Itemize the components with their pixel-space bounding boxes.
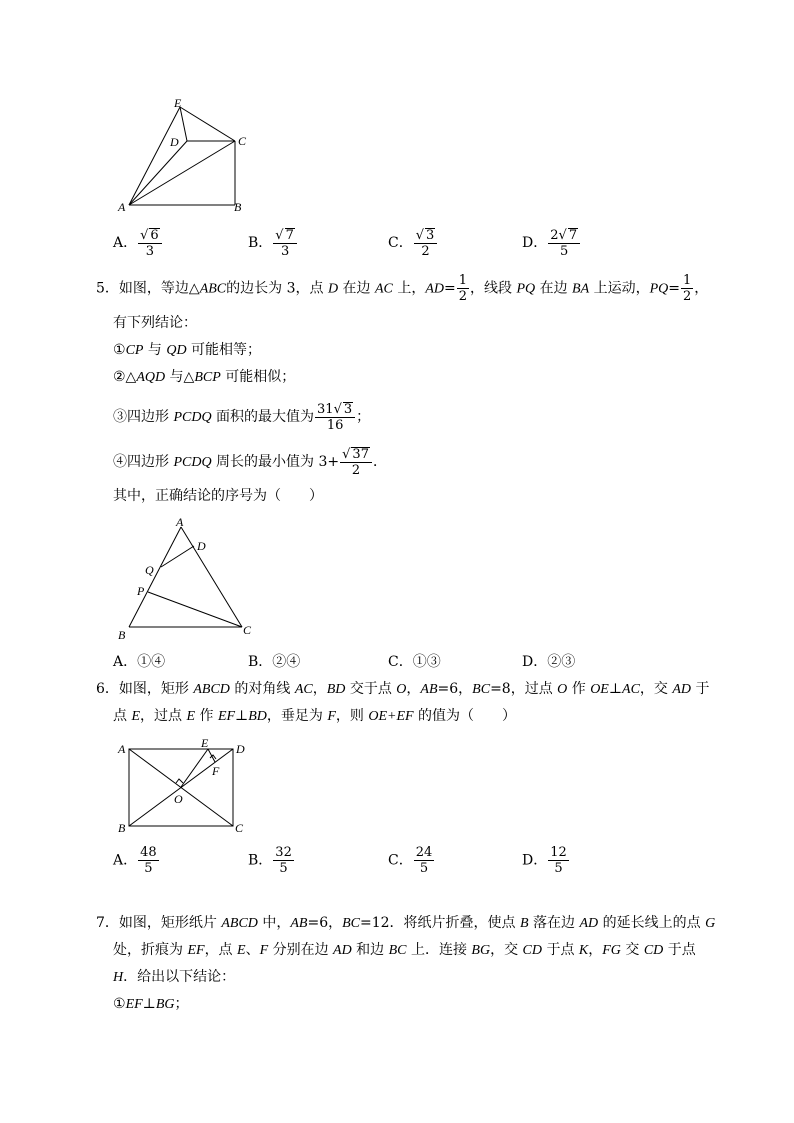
q7-stem-line3: H．给出以下结论：: [113, 969, 236, 985]
q6-label-o: O: [174, 792, 183, 806]
q4-label-a: A: [118, 200, 126, 214]
q6-label-e: E: [201, 736, 209, 750]
q5-label-q: Q: [145, 563, 154, 577]
q6-option-b[interactable]: B． $\frac{32}{5}$: [248, 845, 292, 876]
q4-label-d: D: [170, 135, 179, 149]
q4-label-e: E: [174, 96, 182, 110]
q6-label-b: B: [118, 821, 126, 835]
q4-option-d[interactable]: D． $\frac{2√ 7}{5}$: [522, 228, 581, 258]
q6-option-d[interactable]: D． $\frac{12}{5}$: [522, 845, 567, 876]
q4-option-c[interactable]: C． $\frac{√ 3}{2}$: [388, 228, 438, 258]
q4-option-b[interactable]: B． $\frac{√ 7}{3}$: [248, 228, 298, 258]
q4-label-c: C: [238, 134, 247, 148]
q4-figure: [110, 95, 260, 220]
q4-option-a[interactable]: A． $\frac{√ 6}{3}$: [113, 228, 163, 258]
q5-label-d: D: [197, 539, 206, 553]
q5-stem-line2: 有下列结论：: [113, 315, 197, 331]
q6-label-c: C: [235, 821, 244, 835]
q5-option-d[interactable]: D．②③: [522, 654, 576, 670]
q5-conclusion-1: ①CP 与 QD 可能相等；: [113, 342, 262, 358]
q7-conclusion-1: ①EF⊥BG；: [113, 996, 189, 1012]
q6-stem-line2: 点 E，过点 E 作 EF⊥BD，垂足为 F，则 OE+EF 的值为（ ）: [113, 708, 517, 724]
q5-figure: [110, 512, 260, 647]
q5-option-a[interactable]: A．①④: [113, 654, 166, 670]
q5-conclusion-4: ④四边形 PCDQ 周长的最小值为 3+ $\frac{√ 37}{2}$ ．: [113, 447, 387, 478]
q5-option-b[interactable]: B．②④: [248, 654, 301, 670]
q7-stem-line1: 7．如图，矩形纸片 ABCD 中，AB=6，BC=12．将纸片折叠，使点 B 落在边 AD 的延长线上的点 G: [96, 915, 716, 931]
q6-label-f: F: [212, 764, 220, 778]
q5-label-b: B: [118, 628, 126, 642]
q4-label-b: B: [234, 200, 242, 214]
q6-stem-line1: 6．如图，矩形 ABCD 的对角线 AC，BD 交于点 O，AB=6，BC=8，过点 O 作 OE⊥AC，交 AD 于: [96, 681, 710, 697]
q6-label-a: A: [118, 742, 126, 756]
q5-stem-line1: 5．如图，等边△ABC的边长为 3，点 D 在边 AC 上，AD= $\frac{1}{2}$ ，线段 PQ 在边 BA 上运动，PQ= $\frac{1}{2}$ ，: [96, 273, 709, 304]
q5-question: 其中，正确结论的序号为（ ）: [113, 488, 323, 504]
q5-label-c: C: [243, 623, 252, 637]
q7-stem-line2: 处，折痕为 EF，点 E、F 分别在边 AD 和边 BC 上．连接 BG，交 CD 于点 K，FG 交 CD 于点: [113, 942, 696, 958]
q6-label-d: D: [236, 742, 245, 756]
q6-figure: [110, 735, 260, 840]
q5-conclusion-3: ③四边形 PCDQ 面积的最大值为 $\frac{31√ 3}{16}$ ；: [113, 402, 371, 433]
q6-option-c[interactable]: C． $\frac{24}{5}$: [388, 845, 433, 876]
q5-label-a: A: [176, 515, 184, 529]
q5-label-p: P: [137, 584, 145, 598]
q5-option-c[interactable]: C．①③: [388, 654, 441, 670]
q5-conclusion-2: ②△AQD 与△BCP 可能相似；: [113, 369, 296, 385]
q6-option-a[interactable]: A． $\frac{48}{5}$: [113, 845, 157, 876]
